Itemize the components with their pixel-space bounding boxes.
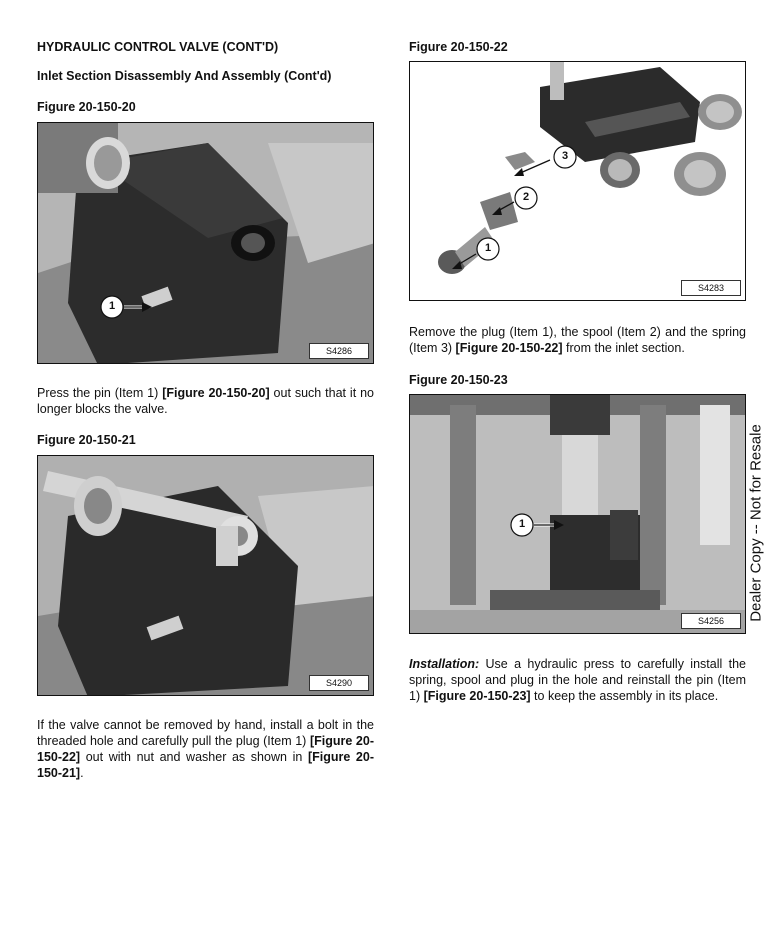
figure-22-callout-1: 1 [484,242,492,254]
ref-figure-21: [Figure 20-150-21] [37,750,374,780]
ref-figure-22: [Figure 20-150-22] [37,734,374,764]
paragraph-bolt-removal: If the valve cannot be removed by hand, install a bolt in the threaded hole and carefully pull the plug (Item 1) [Figure 20-150-22] out with nut and washer as shown in [Figure 20-150-21]. [37,718,374,780]
figure-21-title: Figure 20-150-21 [37,433,136,447]
paragraph-press-pin: Press the pin (Item 1) [Figure 20-150-20] out such that it no longer blocks the valve. [37,386,374,416]
page-title: HYDRAULIC CONTROL VALVE (CONT'D) [37,40,279,54]
figure-21-code: S4290 [309,675,369,691]
figure-20-title: Figure 20-150-20 [37,100,136,114]
ref-figure-23: [Figure 20-150-23] [423,689,531,703]
section-subtitle: Inlet Section Disassembly And Assembly (Cont'd) [37,69,332,83]
figure-22-callout-2: 2 [522,191,530,203]
paragraph-installation: Installation: Use a hydraulic press to carefully install the spring, spool and plug in the hole and reinstall the pin (Item 1) [Figure 20-150-23] to keep the assembly in its place. [409,657,746,703]
figure-21-photo [37,455,374,696]
figure-23-code: S4256 [681,613,741,629]
figure-23-callout-1: 1 [518,518,526,530]
figure-20-photo [37,122,374,364]
figure-23-photo [409,394,746,634]
ref-figure-22b: [Figure 20-150-22] [455,341,563,355]
figure-22-photo [409,61,746,301]
figure-23-title: Figure 20-150-23 [409,373,508,387]
figure-22-title: Figure 20-150-22 [409,40,508,54]
ref-figure-20: [Figure 20-150-20] [162,386,270,400]
dealer-copy-watermark: Dealer Copy -- Not for Resale [747,424,765,622]
figure-22-code: S4283 [681,280,741,296]
figure-22-callout-3: 3 [561,150,569,162]
installation-label: Installation: [409,657,480,671]
figure-20-callout-1: 1 [108,300,116,312]
figure-20-code: S4286 [309,343,369,359]
paragraph-remove-plug: Remove the plug (Item 1), the spool (Item 2) and the spring (Item 3) [Figure 20-150-22] from the inlet section. [409,325,746,355]
